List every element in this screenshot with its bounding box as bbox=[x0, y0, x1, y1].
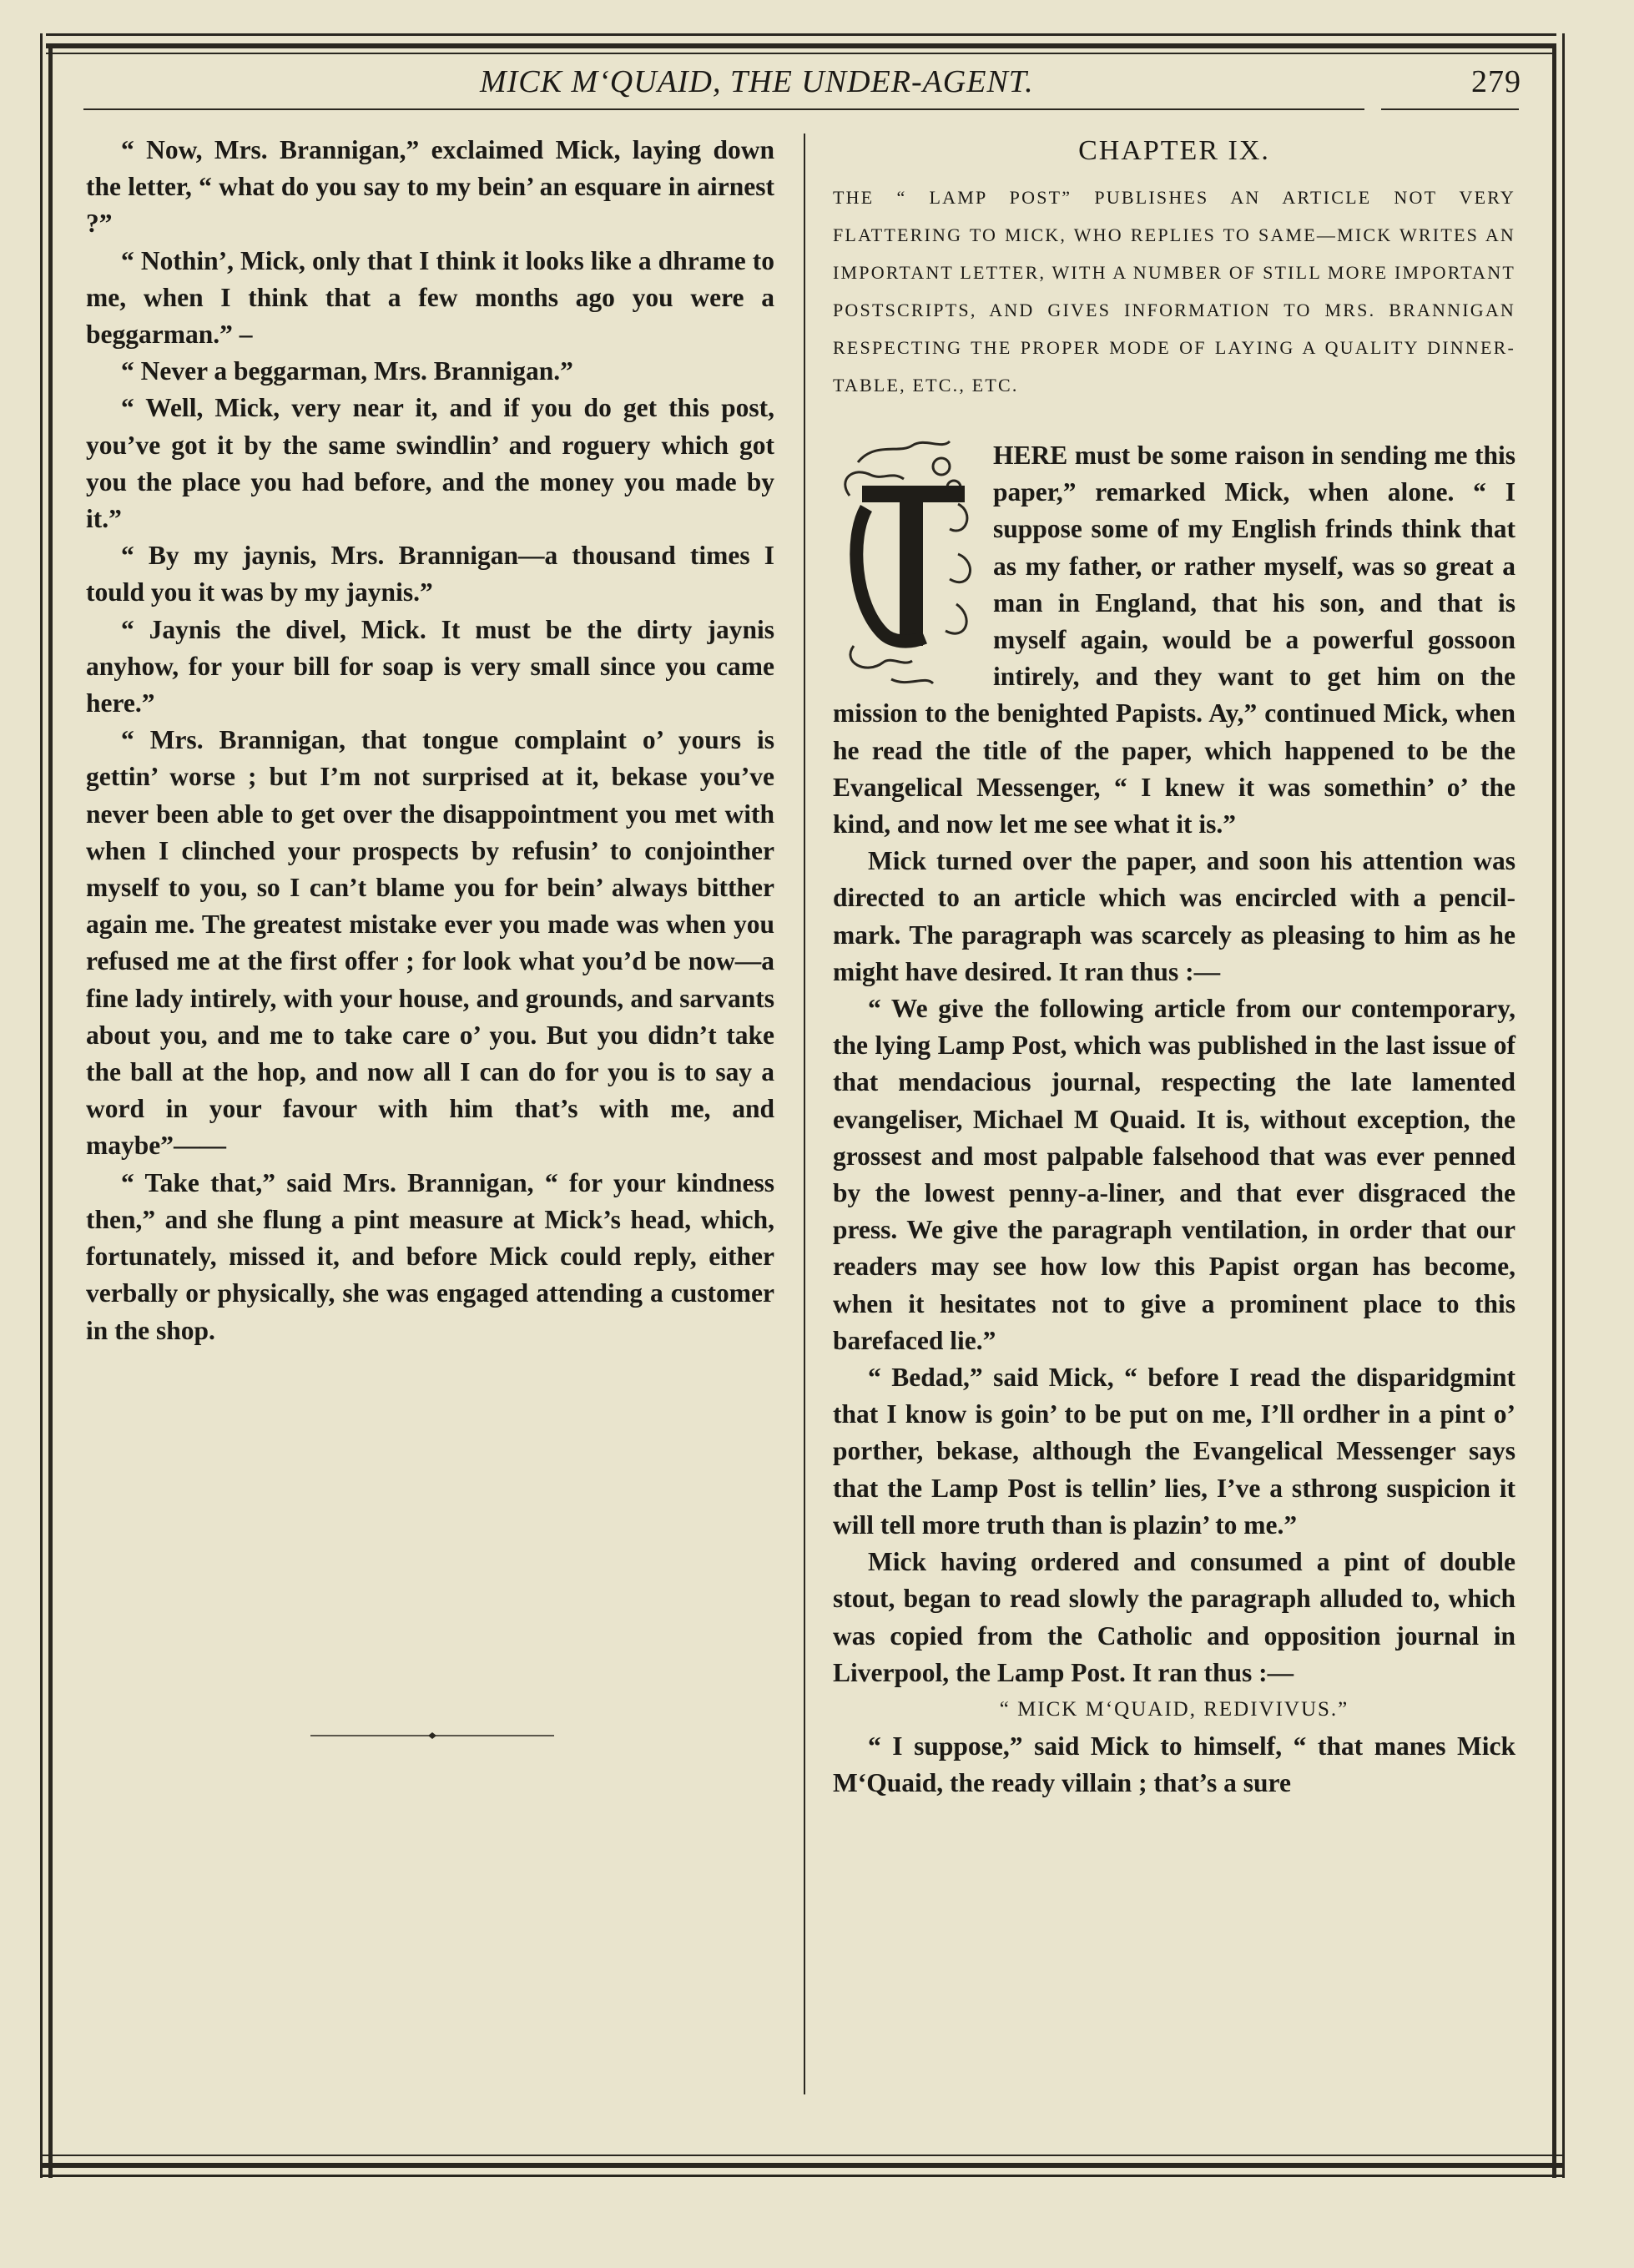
frame-top-rule-inner bbox=[46, 53, 1556, 54]
paragraph: Mick having ordered and consumed a pint of double stout, began to read slowly the paragraph alluded to, which was copied from the Catholic and opposition journal in Liverpool, the Lamp Post. It ran thus :— bbox=[833, 1547, 1515, 1687]
paragraph: “ I suppose,” said Mick to himself, “ that manes Mick M‘Quaid, the ready villain ; that’s a sure bbox=[833, 1731, 1515, 1798]
frame-left-rule-thick bbox=[48, 43, 53, 2178]
page-number: 279 bbox=[1471, 64, 1521, 99]
running-title: MICK M‘QUAID, THE UNDER-AGENT. bbox=[480, 64, 1034, 99]
paragraph: “ Nothin’, Mick, only that I think it looks like a dhrame to me, when I think that a few months ago you were a beggarman.” – bbox=[86, 245, 774, 350]
header-underline bbox=[83, 108, 1364, 110]
paragraph: “ By my jaynis, Mrs. Brannigan—a thousand times I tould you it was by my jaynis.” bbox=[86, 541, 774, 607]
frame-top-rule bbox=[46, 33, 1556, 36]
ornamental-drop-cap bbox=[833, 437, 983, 688]
chapter-title: CHAPTER IX. bbox=[1078, 135, 1270, 166]
paragraph: “ Bedad,” said Mick, “ before I read the disparidgmint that I know is goin’ to be put on me, I’ll ordher in a pint o’ porther, bekase, although the Evangelical Messenger says that the Lamp Post is tellin’ lies, I’ve a sthrong suspicion it will tell more truth than is plazin’ to me.” bbox=[833, 1363, 1515, 1540]
section-end-ornament bbox=[310, 1731, 554, 1741]
running-head bbox=[0, 60, 1634, 107]
paragraph: “ Jaynis the divel, Mick. It must be the dirty jaynis anyhow, for your bill for soap is very small since you came here.” bbox=[86, 614, 774, 718]
frame-bottom-rule bbox=[40, 2175, 1565, 2177]
right-column bbox=[833, 132, 1515, 1802]
drop-cap-ornament-icon bbox=[833, 437, 983, 688]
frame-right-rule bbox=[1562, 33, 1565, 2178]
column-divider bbox=[804, 134, 805, 2094]
article-subheading: “ MICK M‘QUAID, REDIVIVUS.” bbox=[999, 1697, 1349, 1721]
frame-right-rule-thick bbox=[1552, 43, 1556, 2178]
paragraph: “ Take that,” said Mrs. Brannigan, “ for your kindness then,” and she flung a pint measure at Mick’s head, which, fortunately, missed it, and before Mick could reply, either verbally or physically, she was engaged attending a customer in the shop. bbox=[86, 1167, 774, 1345]
frame-bottom-rule-thick bbox=[40, 2163, 1565, 2168]
header-underline-page-number bbox=[1381, 108, 1519, 110]
paragraph: “ We give the following article from our contemporary, the lying Lamp Post, which was published in the last issue of that mendacious journal, respecting the late lamented evangeliser, Michael M Quaid. It is, without exception, the grossest and most palpable falsehood that was ever penned by the lowest penny-a-liner, and that ever disgraced the press. We give the paragraph ventilation, in order that our readers may see how low this Papist organ has become, when it hesitates not to give a prominent place to this barefaced lie.” bbox=[833, 994, 1515, 1355]
frame-bottom-rule-inner bbox=[40, 2155, 1565, 2156]
paragraph: “ Never a beggarman, Mrs. Brannigan.” bbox=[121, 356, 573, 386]
left-column bbox=[86, 132, 774, 1349]
paragraph: “ Well, Mick, very near it, and if you do get this post, you’ve got it by the same swindlin’ and roguery which got you the place you had before, and the money you made by it.” bbox=[86, 393, 774, 534]
paragraph: “ Now, Mrs. Brannigan,” exclaimed Mick, laying down the letter, “ what do you say to my bein’ an esquare in airnest ?” bbox=[86, 135, 774, 239]
frame-left-rule bbox=[40, 33, 43, 2178]
frame-top-rule-thick bbox=[46, 43, 1556, 48]
paragraph: “ Mrs. Brannigan, that tongue complaint o’ yours is gettin’ worse ; but I’m not surprised at it, bekase you’ve never been able to get over the disappointment you met with when I clinched your prospects by refusin’ to conjointher myself to you, so I can’t blame you for bein’ always bitther again me. The greatest mistake ever you made was when you refused me at the first offer ; for look what you’d be now—a fine lady intirely, with your house, and grounds, and sarvants about you, and me to take care o’ you. But you didn’t take the ball at the hop, and now all I can do for you is to say a word in your favour with him that’s with me, and maybe”—— bbox=[86, 725, 774, 1161]
chapter-summary: THE “ LAMP POST” PUBLISHES AN ARTICLE NOT VERY FLATTERING TO MICK, WHO REPLIES TO SAME—MICK WRITES AN IMPORTANT LETTER, WITH A NUMBER OF STILL MORE IMPORTANT POSTSCRIPTS, AND GIVES INFORMATION TO MRS. BRANNIGAN RESPECTING THE PROPER MODE OF LAYING A QUALITY DINNER-TABLE, ETC., ETC. bbox=[833, 187, 1515, 396]
opening-paragraph: HERE must be some raison in sending me this paper,” remarked Mick, when alone. “ I suppose some of my English frinds think that as my father, or rather myself, was so great a man in England, that his son, and that is myself again, would be a powerful gossoon intirely, and they want to get him on the mission to the benighted Papists. Ay,” continued Mick, when he read the title of the paper, which happened to be the Evangelical Messenger, “ I knew it was somethin’ o’ the kind, and now let me see what it is.” bbox=[833, 441, 1515, 839]
paragraph: Mick turned over the paper, and soon his attention was directed to an article which was encircled with a pencil-mark. The paragraph was scarcely as pleasing to him as he might have desired. It ran thus :— bbox=[833, 846, 1515, 986]
